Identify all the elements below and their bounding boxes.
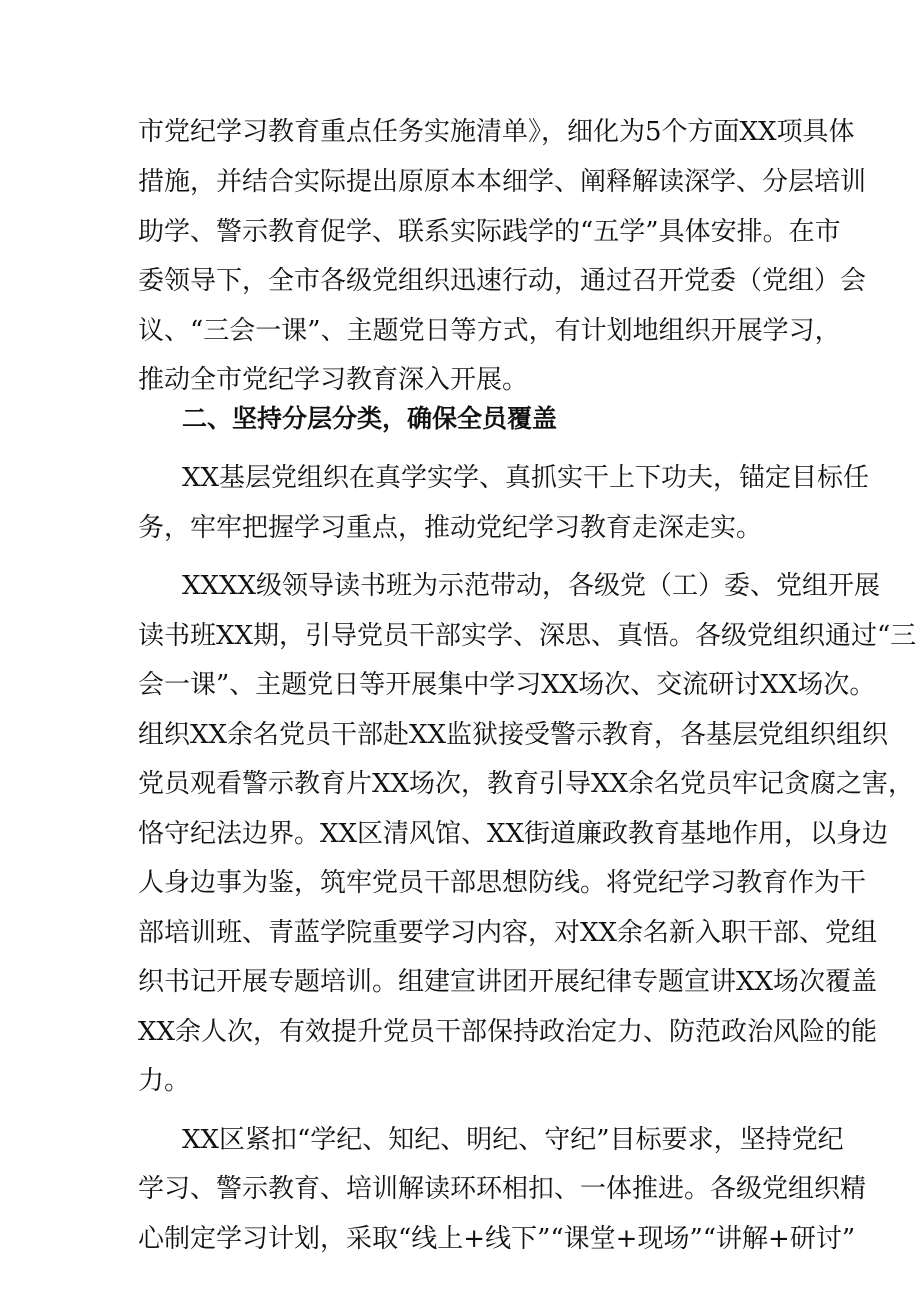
paragraph-4-line-1: XX区紧扣“学纪、知纪、明纪、守纪”目标要求，坚持党纪 xyxy=(182,1125,844,1155)
paragraph-4-line-2: 学习、警示教育、培训解读环环相扣、一体推进。各级党组织精 xyxy=(138,1174,867,1204)
paragraph-1-line-5: 议、“三会一课”、主题党日等方式，有计划地组织开展学习， xyxy=(138,316,841,346)
paragraph-3-line-9: 织书记开展专题培训。组建宣讲团开展纪律专题宣讲XX场次覆盖 xyxy=(138,967,878,997)
paragraph-3-line-10: XX余人次，有效提升党员干部保持政治定力、防范政治风险的能 xyxy=(138,1017,878,1047)
paragraph-3-line-7: 人身边事为鉴，筑牢党员干部思想防线。将党纪学习教育作为干 xyxy=(138,868,867,898)
paragraph-2-line-2: 务，牢牢把握学习重点，推动党纪学习教育走深走实。 xyxy=(138,513,763,543)
paragraph-3-line-11: 力。 xyxy=(138,1066,191,1096)
paragraph-3-line-4: 组织XX余名党员干部赴XX监狱接受警示教育，各基层党组织组织 xyxy=(138,720,889,750)
paragraph-1-line-4: 委领导下，全市各级党组织迅速行动，通过召开党委（党组）会 xyxy=(138,266,867,296)
paragraph-3-line-2: 读书班XX期，引导党员干部实学、深思、真悟。各级党组织通过“三 xyxy=(138,621,917,651)
paragraph-1-line-1: 市党纪学习教育重点任务实施清单》，细化为5个方面XX项具体 xyxy=(138,117,855,147)
paragraph-3-line-3: 会一课”、主题党日等开展集中学习XX场次、交流研讨XX场次。 xyxy=(138,670,876,700)
paragraph-1-line-6: 推动全市党纪学习教育深入开展。 xyxy=(138,365,529,395)
paragraph-3-line-6: 恪守纪法边界。XX区清风馆、XX街道廉政教育基地作用，以身边 xyxy=(138,819,889,849)
paragraph-3-line-8: 部培训班、青蓝学院重要学习内容，对XX余名新入职干部、党组 xyxy=(138,918,878,948)
paragraph-2-line-1: XX基层党组织在真学实学、真抓实干上下功夫，锚定目标任 xyxy=(182,463,870,493)
section-heading: 二、坚持分层分类，确保全员覆盖 xyxy=(182,404,558,433)
paragraph-1-line-2: 措施，并结合实际提出原原本本细学、阐释解读深学、分层培训 xyxy=(138,167,867,197)
paragraph-1-line-3: 助学、警示教育促学、联系实际践学的“五学”具体安排。在市 xyxy=(138,217,841,247)
paragraph-3-line-1: XXXX级领导读书班为示范带动，各级党（工）委、党组开展 xyxy=(182,571,881,601)
paragraph-4-line-3: 心制定学习计划，采取“线上+线下”“课堂+现场”“讲解+研讨” xyxy=(138,1224,856,1254)
paragraph-3-line-5: 党员观看警示教育片XX场次，教育引导XX余名党员牢记贪腐之害， xyxy=(138,769,915,799)
